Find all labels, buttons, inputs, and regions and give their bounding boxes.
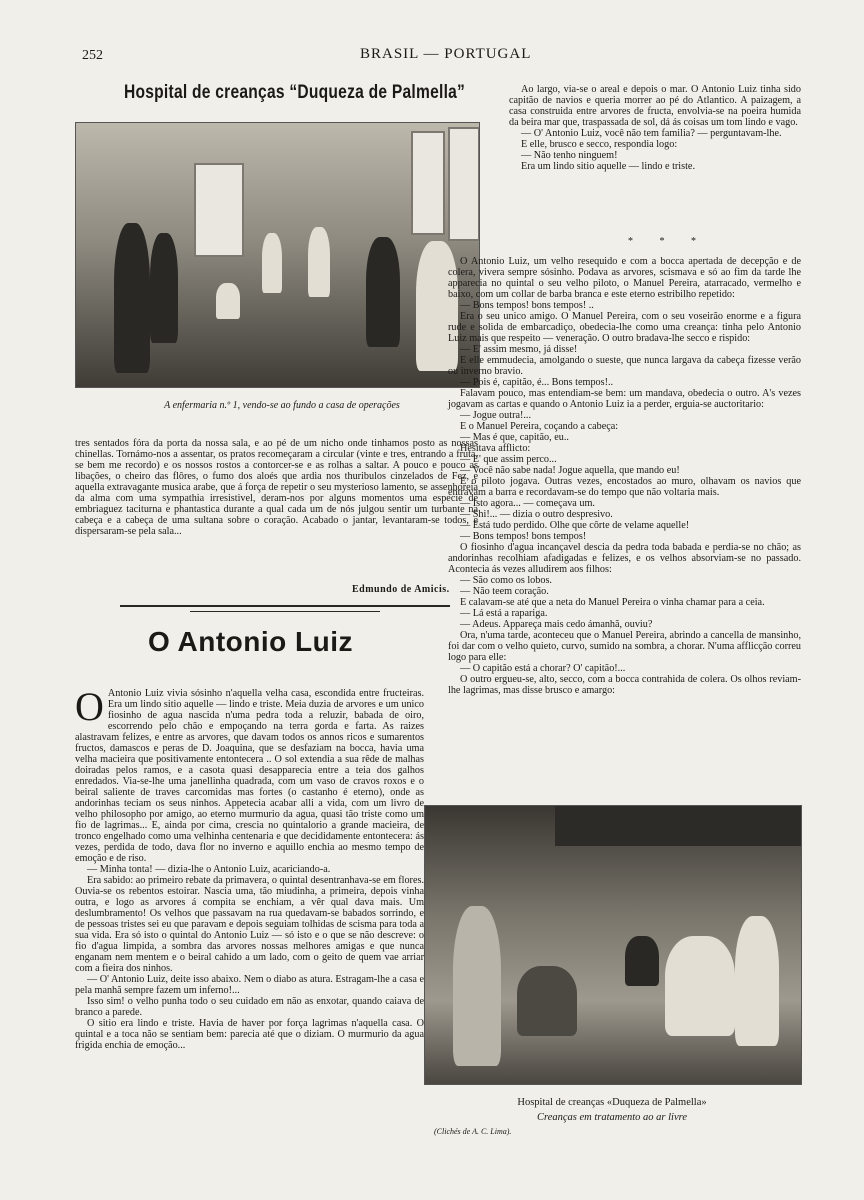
- outdoor-treatment-photo: [424, 805, 802, 1085]
- paragraph: — Não tenho ninguem!: [521, 150, 618, 161]
- drop-cap: O: [75, 684, 104, 729]
- child-figure-image: [625, 936, 659, 986]
- paragraph: — Lá está a rapariga.: [460, 608, 548, 619]
- article-body-text: [75, 438, 478, 537]
- window-door-image: [194, 163, 244, 257]
- window-image: [448, 127, 480, 241]
- paragraph: Ao largo, via-se o areal e depois o mar. O Antonio Luiz tinha sido capitão de navios e queria morrer ao pé do Atlantico. A paizagem, a casa construida entre arvores de fructa, envolvia-se na poeira humida da beira mar que, traspassada de sol, dá ás coisas um tom lindo e vago.: [509, 84, 801, 128]
- story-column-left: [75, 684, 424, 1051]
- paragraph: — O' Antonio Luiz, você não tem familia? — perguntavam-lhe.: [521, 128, 782, 139]
- paragraph: — O' Antonio Luiz, deite isso abaixo. Nem o diabo as atura. Estragam-lhe a casa e pela manhã sempre fazem um inferno!...: [75, 974, 424, 996]
- story-column-right-top: [509, 84, 801, 172]
- paragraph: — Está tudo perdido. Olhe que côrte de velame aquelle!: [460, 520, 690, 531]
- running-title: BRASIL — PORTUGAL: [360, 46, 532, 62]
- photo-caption: A enfermaria n.º 1, vendo-se ao fundo a casa de operações: [164, 400, 400, 411]
- pergola-image: [555, 806, 801, 846]
- chair-image: [517, 966, 577, 1036]
- paragraph: O Antonio Luiz, um velho resequido e com a bocca apertada de decepção e de colera, vivera sempre sósinho. Podava as arvores, scismava e só ao fim da tarde lhe apparecia no quintal o seu velho piloto, o Manuel Pereira, atarracado, vermelho e baixo, com um collar de barba branca e este eterno estribilho repetido:: [448, 256, 801, 300]
- infirmary-photo: [75, 122, 480, 388]
- paragraph: — São como os lobos.: [460, 575, 552, 586]
- photo-caption-subtitle: Creanças em tratamento ao ar livre: [537, 1112, 687, 1123]
- paragraph: O sitio era lindo e triste. Havia de haver por força lagrimas n'aquella casa. O quintal e a toca não se sentiam bem: parecia até que o diziam. O murmurio da agua frigida enchia de emoção...: [75, 1018, 424, 1051]
- section-break-stars: * * *: [628, 236, 708, 247]
- paragraph: — Bons tempos! bons tempos! ..: [460, 300, 594, 311]
- child-figure-image: [735, 916, 779, 1046]
- paragraph: — Minha tonta! — dizia-lhe o Antonio Luiz, acariciando-a.: [87, 864, 331, 875]
- paragraph: Hesitava afflicto:: [460, 443, 531, 454]
- child-figure-image: [150, 233, 178, 343]
- paragraph: Isso sim! o velho punha todo o seu cuidado em não as enxotar, quando caiava de branco a parede.: [75, 996, 424, 1018]
- paragraph: Falavam pouco, mas entendiam-se bem: um mandava, obedecia o outro. A's vezes jogavam as cartas e quando o Antonio Luiz ia a perder, erguia-se auctoritario:: [448, 388, 801, 410]
- story-title: O Antonio Luiz: [148, 626, 354, 657]
- child-figure-image: [262, 233, 282, 293]
- paragraph: — Jogue outra!...: [460, 410, 532, 421]
- child-figure-image: [665, 936, 735, 1036]
- paragraph: Era um lindo sitio aquelle — lindo e triste.: [521, 161, 696, 172]
- paragraph: — Bons tempos! bons tempos!: [460, 531, 587, 542]
- child-figure-image: [453, 906, 501, 1066]
- paragraph: — O capitão está a chorar? O' capitão!...: [460, 663, 626, 674]
- paragraph: O outro ergueu-se, alto, secco, com a bocca contrahida de colera. Os olhos reviam-lhe lagrimas, mas disse brusco e amargo:: [448, 674, 801, 696]
- paragraph: — Pois é, capitão, é... Bons tempos!..: [460, 377, 614, 388]
- paragraph: — Mas é que, capitão, eu..: [460, 432, 569, 443]
- photo-credit: (Clichés de A. C. Lima).: [434, 1127, 512, 1136]
- paragraph: O fiosinho d'agua incançavel descia da pedra toda babada e perdia-se no chão; as andorinhas recolhiam afadigadas e felizes, e os velhos absorviam-se no passado. Acontecia ás vezes alludirem aos filhos:: [448, 542, 801, 575]
- paragraph: E elle emmudecia, amolgando o sueste, que nunca largava da cabeça fizesse verão ou inverno bravio.: [448, 355, 801, 377]
- paragraph: Era o seu unico amigo. O Manuel Pereira, com o seu voseirão enorme e a figura rude e solida de embarcadiço, obedecia-lhe como uma creança: tinha pelo Antonio Luiz mais que respeito — veneração. O outro bradava-lhe secco e rispido:: [448, 311, 801, 344]
- paragraph: Era sabido: ao primeiro rebate da primavera, o quintal desentranhava-se em flores. Ouvia-se os rebentos estoirar. Nascia uma, tão miudinha, a primeira, depois vinha outra, e logo as arvores á compita se enchiam, a vêr qual dava mais. Um deslumbramento! Os velhos que passavam na rua quedavam-se babados sorrindo, e de pessoas tristes sei eu que paravam e depois seguiam tolhidas de scisma para toda a sua vida. Era só isto o quintal do Antonio Luiz — só isto e o que se não descreve: o fio d'agua limpida, a sombra das arvores nossas melhores amigas e que nunca enganam nem mentem e o beiral cahido a um lado, com o geito de quem vae arriar com a fieira dos ninhos.: [75, 875, 424, 974]
- child-figure-image: [216, 283, 240, 319]
- child-figure-image: [308, 227, 330, 297]
- story-column-right: [448, 256, 801, 696]
- paragraph: — Adeus. Appareça mais cedo ámanhã, ouviu?: [460, 619, 653, 630]
- paragraph: tres sentados fóra da porta da nossa sala, e ao pé de um nicho onde tinhamos posto as nossas chinellas. Tornámo-nos a assentar, os pratos recomeçaram a circular (vinte e tres, entrando a fruta, se bem me recordo) e os nossos rostos a contorcer-se e as rolhas a saltar. A pouco e pouco as libações, o cheiro das flôres, o fumo dos aloés que ardia nos thuribulos cinzelados de Fez, e aquella extravagante musica arabe, que á força de repetir o seu mysterioso lamento, se assenhoreia da alma com uma sympathia irresistivel, deram-nos por alguns momentos uma especie de embriaguez taciturna e phantastica durante a qual cada um de nós julgou sentir um turbante na cabeça e a cabeça de uma sultana sobre o coração. Acabado o jantar, levantaram-se todos, e dispersaram-se pela sala...: [75, 438, 478, 537]
- photo-caption-title: Hospital de creanças «Duqueza de Palmella»: [517, 1097, 707, 1108]
- paragraph: — Shi!... — dizia o outro despresivo.: [460, 509, 613, 520]
- paragraph: Ora, n'uma tarde, aconteceu que o Manuel Pereira, abrindo a cancella de mansinho, foi dar com o velho quieto, curvo, sumido na sombra, a chorar. N'uma afflicção correu logo para elle:: [448, 630, 801, 663]
- article-title: Hospital de creanças “Duqueza de Palmella”: [124, 82, 466, 103]
- paragraph: — Isto agora... — começava um.: [460, 498, 595, 509]
- paragraph: — Você não sabe nada! Jogue aquella, que mando eu!: [460, 465, 680, 476]
- paragraph: E o Manuel Pereira, coçando a cabeça:: [460, 421, 619, 432]
- author-signature: Edmundo de Amicis.: [352, 584, 450, 595]
- paragraph: — Não teem coração.: [460, 586, 549, 597]
- paragraph: E elle, brusco e secco, respondia logo:: [521, 139, 678, 150]
- paragraph: E o piloto jogava. Outras vezes, encostados ao muro, olhavam os navios que entravam a barra e recordavam-se do tempo que não voltaria mais.: [448, 476, 801, 498]
- paragraph: O Antonio Luiz vivia sósinho n'aquella velha casa, escondida entre fructeiras. Era um lindo sitio aquelle — lindo e triste. Meia duzia de arvores e um unico fiosinho de agua nascida n'uma pedra toda a reluzir, babada de oiro, escorrendo pelo chão e empoçando na terra gorda e farta. As raizes alastravam felizes, e entre as arvores, que davam todos os annos ricos e sumarentos fructos, damascos e peras de D. Joaquina, que se desfaziam na bocca, havia uma velha macieira que positivamente entontecera .. O sol extendia a sua rêde de malhas doiradas pelos ramos, e a casota quasi desapparecia entre a teia dos galhos enredados. Via-se-lhe uma janellinha quadrada, com um vaso de cravos roxos e o beiral saliente de traves carcomidas mas fortes (o castanho é eterno), onde as andorinhas teciam os seus ninhos. Appetecia acabar alli a vida, com um livro de velho philosopho por amigo, ao eterno murmurio da agua, quasi tão triste como um fio de lagrimas... E, ainda por cima, crescia no quintalorio a grande macieira, de tronco engelhado como uma velhinha centenaria e que decididamente entontecera: ás vezes, perdida de todo, dava flor no inverno e aquillo enchia ao mesmo tempo de emoção e de riso.: [75, 684, 424, 864]
- page-number: 252: [82, 48, 103, 63]
- paragraph: E calavam-se até que a neta do Manuel Pereira o vinha chamar para a ceia.: [460, 597, 765, 608]
- divider: [190, 611, 380, 612]
- paragraph: — E' que assim perco...: [460, 454, 557, 465]
- window-image: [411, 131, 445, 235]
- child-figure-image: [114, 223, 150, 373]
- divider: [120, 605, 450, 607]
- child-figure-image: [366, 237, 400, 347]
- paragraph: — E' assim mesmo, já disse!: [460, 344, 578, 355]
